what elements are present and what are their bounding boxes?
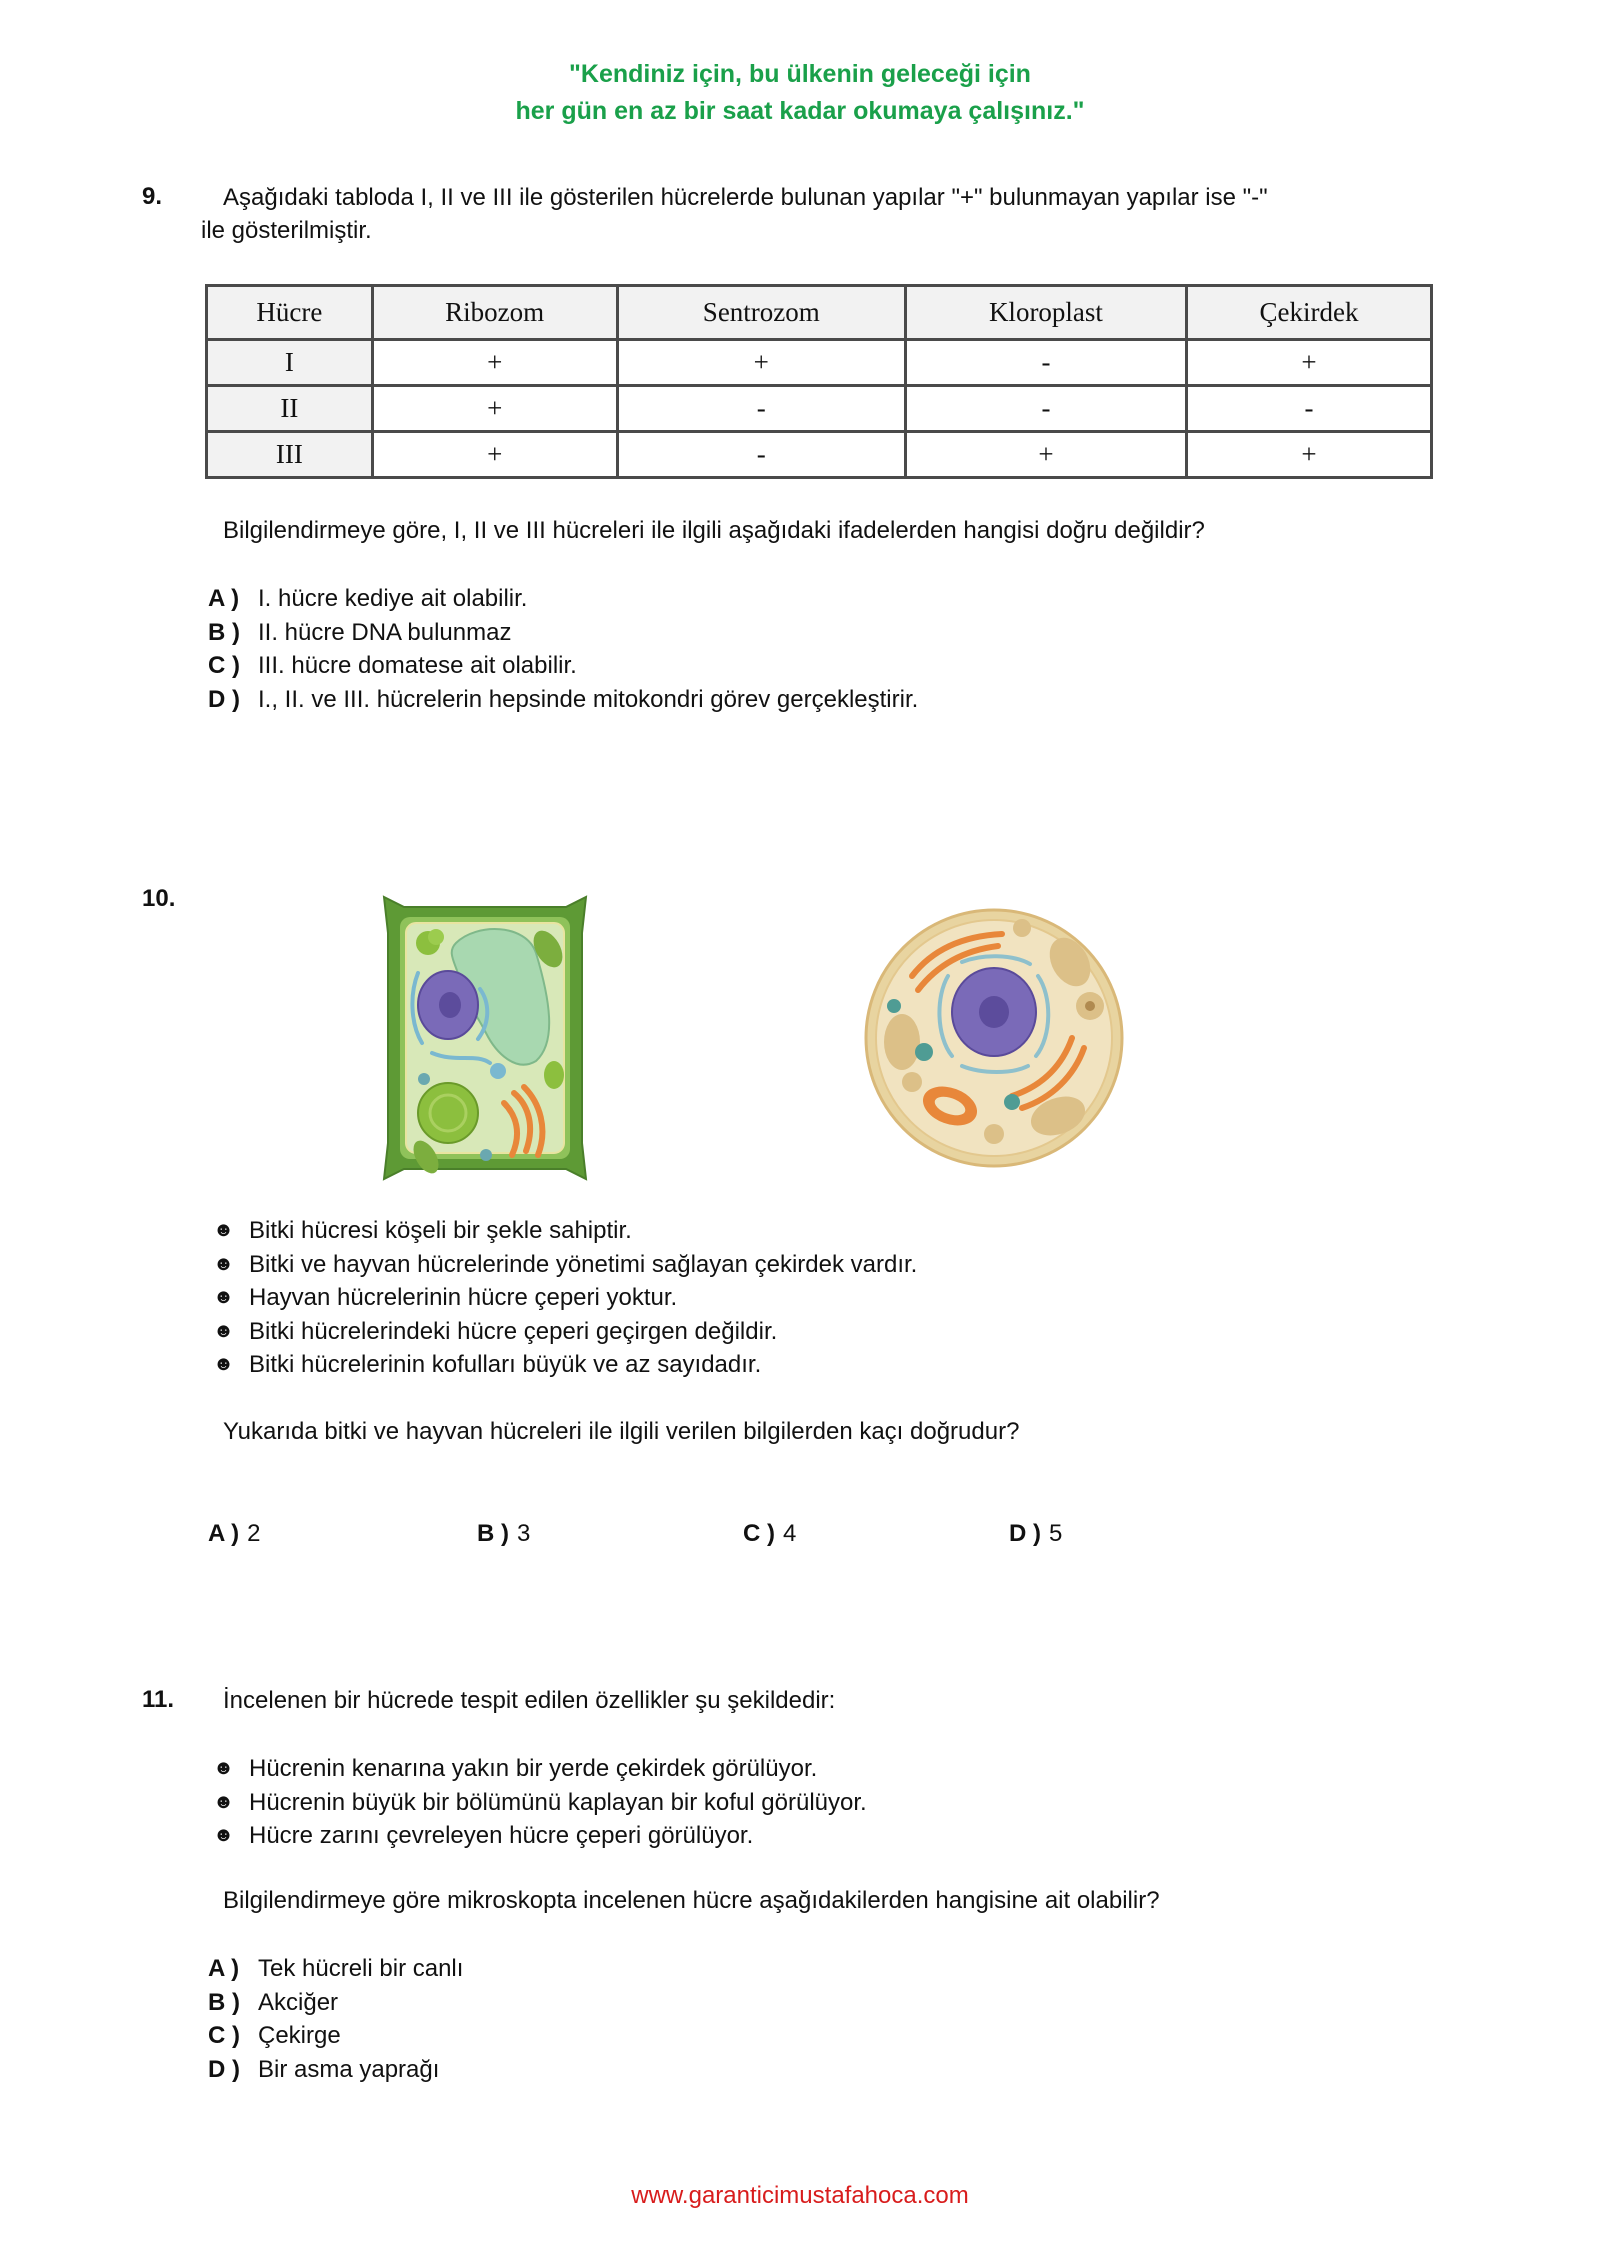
smiley-icon: ☻ xyxy=(213,1353,235,1375)
option-letter: B ) xyxy=(208,1988,240,2016)
option-b[interactable] xyxy=(477,1520,530,1548)
question-prompt: Yukarıda bitki ve hayvan hücreleri ile ilgili verilen bilgilerden kaçı doğrudur? xyxy=(223,1418,1020,1445)
option-b[interactable] xyxy=(208,616,918,650)
statement-item xyxy=(213,1315,917,1349)
table-header-cell: Kloroplast xyxy=(905,286,1186,340)
feature-text: Hücrenin kenarına yakın bir yerde çekirdek görülüyor. xyxy=(249,1755,818,1782)
option-letter: A ) xyxy=(208,1520,240,1547)
option-text: Bir asma yaprağı xyxy=(258,2055,440,2083)
question-intro-line-1: Aşağıdaki tabloda I, II ve III ile gösterilen hücrelerde bulunan yapılar "+" bulunmayan yapılar ise "-" xyxy=(223,184,1268,211)
feature-text: Hücrenin büyük bir bölümünü kaplayan bir koful görülüyor. xyxy=(249,1788,867,1816)
table-cell: - xyxy=(617,432,905,478)
option-d[interactable] xyxy=(208,2053,463,2087)
option-letter: C ) xyxy=(208,2022,240,2049)
smiley-icon: ☻ xyxy=(213,1286,235,1308)
table-header-cell: Ribozom xyxy=(372,286,617,340)
option-text: 5 xyxy=(1049,1520,1063,1547)
option-text: III. hücre domatese ait olabilir. xyxy=(258,652,577,679)
table-cell: + xyxy=(372,386,617,432)
option-letter: A ) xyxy=(208,585,240,612)
table-cell: + xyxy=(1186,432,1431,478)
table-row xyxy=(207,340,1432,386)
option-text: 3 xyxy=(517,1520,531,1547)
smiley-icon: ☻ xyxy=(213,1319,235,1342)
feature-item xyxy=(213,1752,867,1786)
table-row xyxy=(207,432,1432,478)
table-cell: - xyxy=(905,386,1186,432)
table-row-label: III xyxy=(207,432,373,478)
option-letter: D ) xyxy=(208,2055,240,2083)
table-cell: - xyxy=(617,386,905,432)
footer-website-link[interactable]: www.garanticimustafahoca.com xyxy=(631,2182,969,2209)
question-prompt: Bilgilendirmeye göre, I, II ve III hücreleri ile ilgili aşağıdaki ifadelerden hangisi doğru değildir? xyxy=(223,517,1205,544)
table-cell: + xyxy=(372,432,617,478)
option-c[interactable] xyxy=(208,2019,463,2053)
question-prompt: Bilgilendirmeye göre mikroskopta incelenen hücre aşağıdakilerden hangisine ait olabilir? xyxy=(223,1887,1160,1914)
option-text: I., II. ve III. hücrelerin hepsinde mitokondri görev gerçekleştirir. xyxy=(258,685,919,713)
option-a[interactable] xyxy=(208,582,918,616)
motto-line-2: her gün en az bir saat kadar okumaya çalışınız." xyxy=(515,97,1085,125)
option-text: II. hücre DNA bulunmaz xyxy=(258,618,512,646)
option-b[interactable] xyxy=(208,1986,463,2020)
option-text: 2 xyxy=(247,1520,261,1547)
feature-item xyxy=(213,1786,867,1820)
statement-text: Bitki hücresi köşeli bir şekle sahiptir. xyxy=(249,1217,632,1244)
statement-item xyxy=(213,1281,917,1315)
option-letter: D ) xyxy=(208,685,240,713)
option-text: Tek hücreli bir canlı xyxy=(258,1955,464,1982)
table-row-label: I xyxy=(207,340,373,386)
table-cell: - xyxy=(1186,386,1431,432)
option-letter: B ) xyxy=(477,1520,509,1547)
answer-options xyxy=(208,1952,463,2086)
option-text: 4 xyxy=(783,1520,797,1547)
question-number: 9. xyxy=(142,183,163,210)
table-header-cell: Çekirdek xyxy=(1186,286,1431,340)
table-cell: - xyxy=(905,340,1186,386)
question-number: 10. xyxy=(142,885,176,912)
table-row xyxy=(207,386,1432,432)
table-header-cell: Sentrozom xyxy=(617,286,905,340)
option-text: I. hücre kediye ait olabilir. xyxy=(258,585,528,612)
table-cell: + xyxy=(905,432,1186,478)
motto-header xyxy=(0,56,1600,130)
smiley-icon: ☻ xyxy=(213,1824,235,1846)
option-d[interactable] xyxy=(1009,1520,1062,1548)
option-c[interactable] xyxy=(208,649,918,683)
feature-list xyxy=(213,1752,867,1853)
option-a[interactable] xyxy=(208,1952,463,1986)
statement-text: Bitki hücrelerindeki hücre çeperi geçirgen değildir. xyxy=(249,1317,778,1345)
table-header-cell: Hücre xyxy=(207,286,373,340)
table-cell: + xyxy=(1186,340,1431,386)
question-intro-line-2: ile gösterilmiştir. xyxy=(201,217,372,244)
statement-item xyxy=(213,1348,917,1382)
option-letter: B ) xyxy=(208,618,240,646)
motto-line-1: "Kendiniz için, bu ülkenin geleceği için xyxy=(569,60,1031,88)
table-header-row xyxy=(207,286,1432,340)
statement-list xyxy=(213,1214,917,1382)
statement-text: Bitki hücrelerinin kofulları büyük ve az sayıdadır. xyxy=(249,1351,762,1378)
statement-text: Hayvan hücrelerinin hücre çeperi yoktur. xyxy=(249,1284,678,1311)
option-a[interactable] xyxy=(208,1520,260,1548)
option-letter: A ) xyxy=(208,1955,240,1982)
option-text: Akciğer xyxy=(258,1988,339,2016)
statement-item xyxy=(213,1248,917,1282)
option-c[interactable] xyxy=(743,1520,796,1548)
plant-cell-illustration xyxy=(376,893,592,1183)
table-cell: + xyxy=(372,340,617,386)
table-cell: + xyxy=(617,340,905,386)
option-letter: C ) xyxy=(208,652,240,679)
answer-options xyxy=(208,582,918,716)
smiley-icon: ☻ xyxy=(213,1252,235,1275)
statement-text: Bitki ve hayvan hücrelerinde yönetimi sağlayan çekirdek vardır. xyxy=(249,1250,918,1278)
question-number: 11. xyxy=(142,1686,175,1713)
option-letter: D ) xyxy=(1009,1520,1041,1547)
feature-item xyxy=(213,1819,867,1853)
option-text: Çekirge xyxy=(258,2022,341,2049)
option-d[interactable] xyxy=(208,683,918,717)
smiley-icon: ☻ xyxy=(213,1790,235,1813)
question-intro: İncelenen bir hücrede tespit edilen özellikler şu şekildedir: xyxy=(223,1687,836,1714)
statement-item xyxy=(213,1214,917,1248)
option-letter: C ) xyxy=(743,1520,775,1547)
feature-text: Hücre zarını çevreleyen hücre çeperi görülüyor. xyxy=(249,1822,754,1849)
table-row-label: II xyxy=(207,386,373,432)
smiley-icon: ☻ xyxy=(213,1219,235,1241)
animal-cell-illustration xyxy=(862,906,1126,1170)
smiley-icon: ☻ xyxy=(213,1757,235,1779)
cell-structure-table xyxy=(205,284,1433,479)
